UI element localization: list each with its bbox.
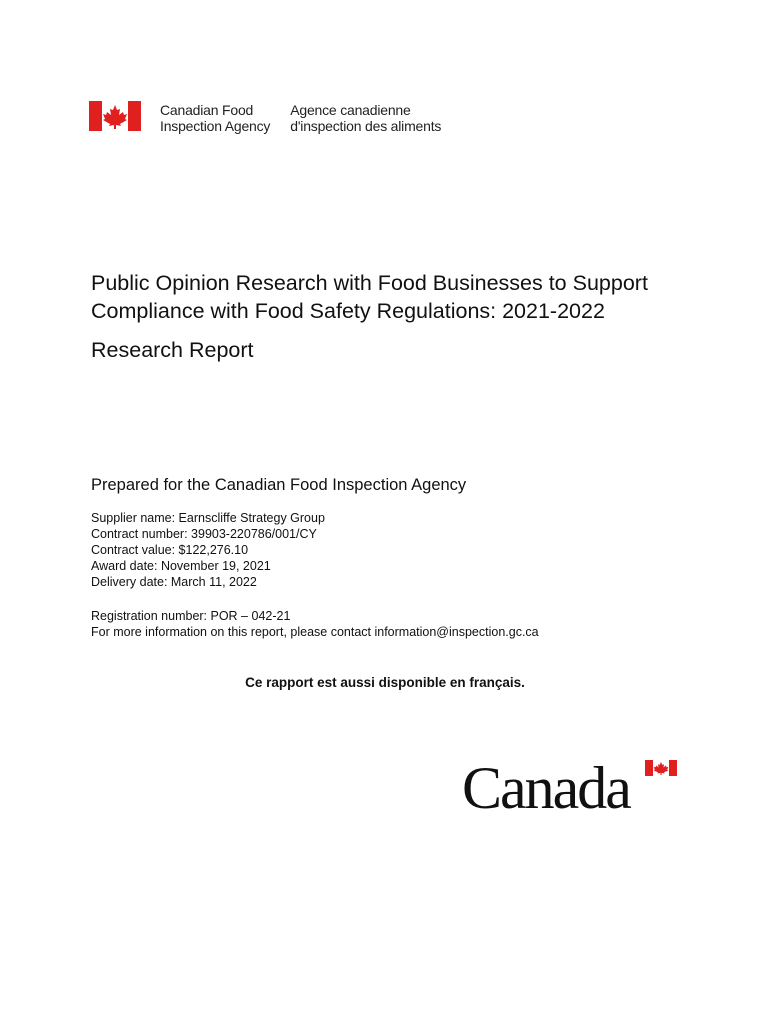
french-availability-note: Ce rapport est aussi disponible en français. <box>245 675 525 690</box>
agency-en-line: Inspection Agency <box>160 118 271 134</box>
delivery-date: Delivery date: March 11, 2022 <box>91 575 257 589</box>
agency-fr-line: d'inspection des aliments <box>290 118 442 134</box>
prepared-for: Prepared for the Canadian Food Inspection Agency <box>91 476 467 494</box>
contract-number: Contract number: 39903-220786/001/CY <box>91 527 317 541</box>
contact-info: For more information on this report, please contact information@inspection.gc.ca <box>91 625 539 639</box>
canada-wordmark <box>462 755 682 821</box>
registration-number: Registration number: POR – 042-21 <box>91 609 291 623</box>
award-date: Award date: November 19, 2021 <box>91 559 271 573</box>
canada-flag-icon <box>645 760 677 776</box>
report-title <box>91 269 731 325</box>
registration-info <box>91 608 539 640</box>
canada-flag-icon <box>89 101 141 131</box>
report-subtitle: Research Report <box>91 338 254 362</box>
contract-details <box>91 510 325 590</box>
report-title-line: Compliance with Food Safety Regulations: 2021-2022 <box>91 299 605 323</box>
agency-en-line: Canadian Food <box>160 102 254 118</box>
contract-value: Contract value: $122,276.10 <box>91 543 249 557</box>
supplier-name: Supplier name: Earnscliffe Strategy Group <box>91 511 325 525</box>
report-title-line: Public Opinion Research with Food Businesses to Support <box>91 271 648 295</box>
wordmark-text: Canada <box>462 755 630 821</box>
agency-name-english <box>160 102 270 134</box>
agency-name-french <box>290 102 441 134</box>
agency-fr-line: Agence canadienne <box>290 102 411 118</box>
agency-header <box>89 101 441 134</box>
